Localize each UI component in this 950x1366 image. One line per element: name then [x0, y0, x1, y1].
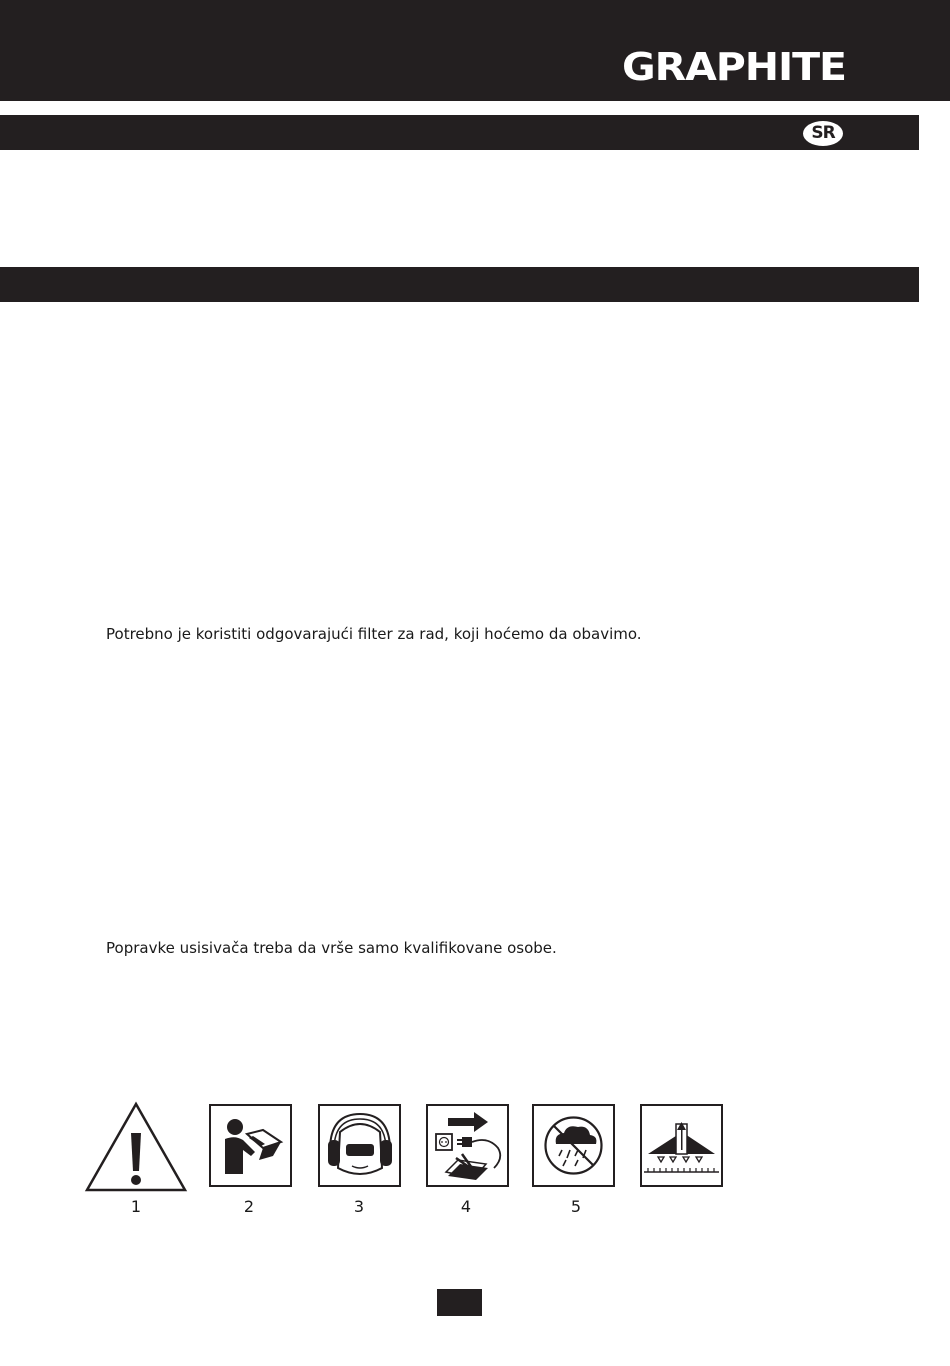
- sound-power-level-icon: [642, 1106, 721, 1185]
- symbol-number-3: 3: [353, 1197, 365, 1216]
- symbol-ear-eye-protection: [318, 1104, 401, 1187]
- paragraph-filter: Potrebno je koristiti odgovarajući filter za rad, koji hoćemo da obavimo.: [106, 625, 642, 643]
- no-rain-icon: [534, 1106, 613, 1185]
- warning-triangle-icon: [84, 1101, 188, 1193]
- svg-text:GRAPHITE: GRAPHITE: [622, 46, 846, 84]
- symbol-number-2: 2: [243, 1197, 255, 1216]
- symbol-no-rain: [532, 1104, 615, 1187]
- top-header-bar: [0, 0, 950, 101]
- graphite-logo: [622, 46, 846, 84]
- symbol-read-manual: [209, 1104, 292, 1187]
- symbol-sound-power: [640, 1104, 723, 1187]
- unplug-before-service-icon: [428, 1106, 507, 1185]
- safety-symbols-row: [0, 1095, 950, 1225]
- section-band-heading: [0, 267, 919, 302]
- page-number-box: [437, 1289, 482, 1316]
- symbol-number-5: 5: [570, 1197, 582, 1216]
- read-manual-icon: [211, 1106, 290, 1185]
- symbol-unplug: [426, 1104, 509, 1187]
- section-band-top: [0, 115, 919, 150]
- symbol-number-1: 1: [130, 1197, 142, 1216]
- ear-eye-protection-icon: [320, 1106, 399, 1185]
- symbol-number-4: 4: [460, 1197, 472, 1216]
- paragraph-repairs: Popravke usisivača treba da vrše samo kvalifikovane osobe.: [106, 939, 557, 957]
- language-badge: SR: [803, 121, 843, 146]
